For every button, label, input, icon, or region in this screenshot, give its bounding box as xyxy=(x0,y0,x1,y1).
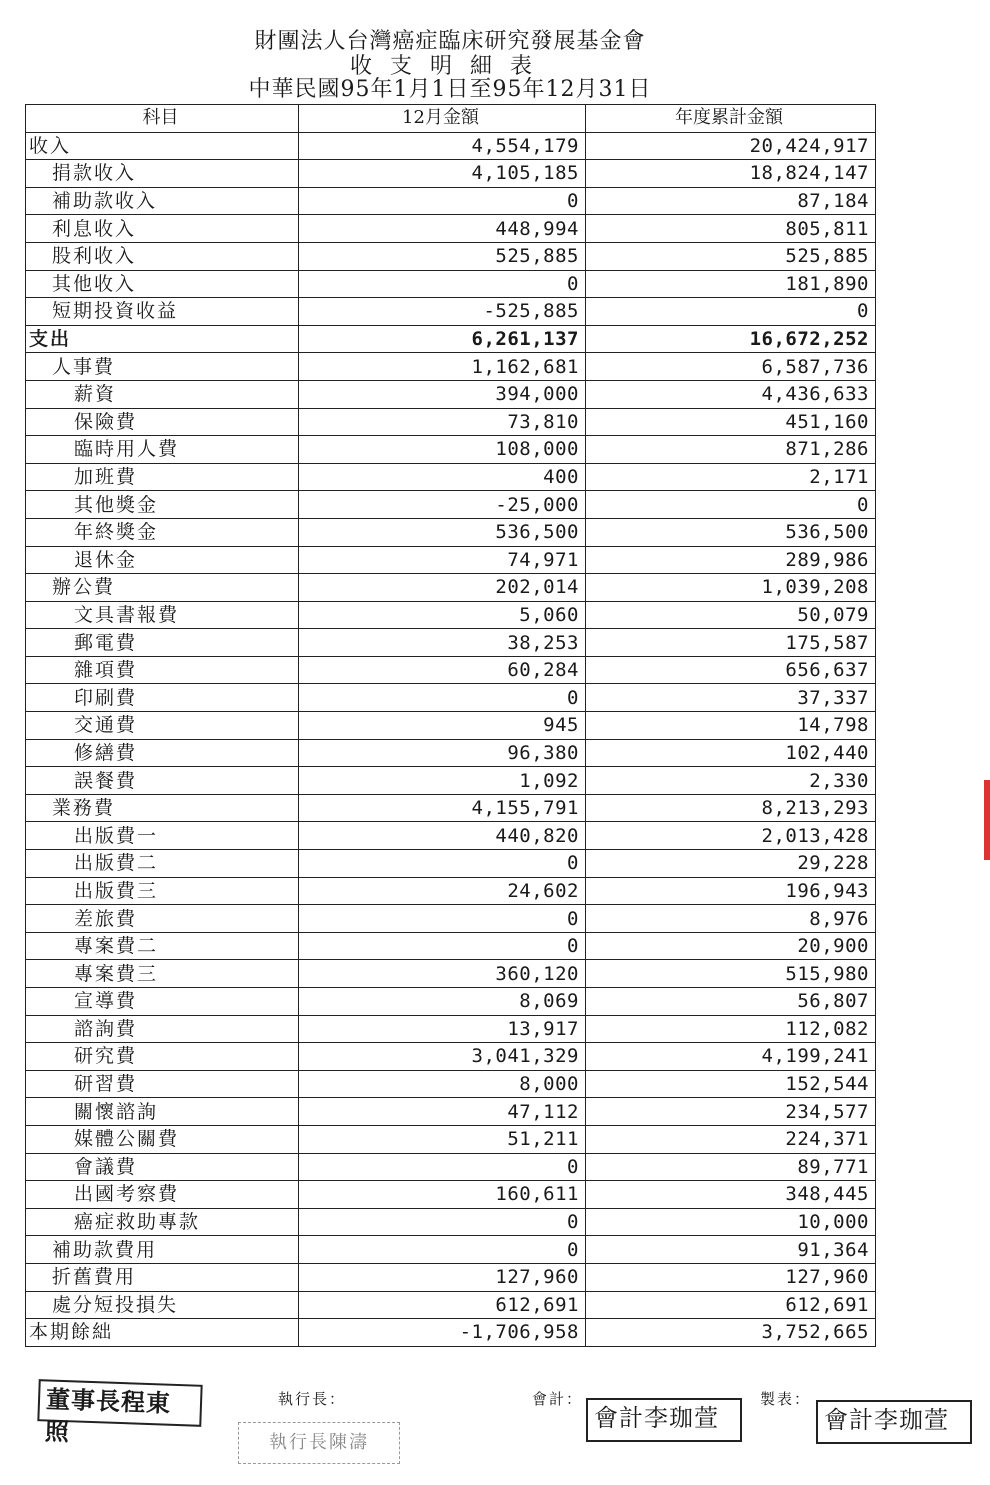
ytd-amount: 348,445 xyxy=(586,1181,876,1209)
december-amount: 0 xyxy=(299,187,586,215)
account-name: 人事費 xyxy=(26,353,299,381)
ytd-amount: 50,079 xyxy=(586,601,876,629)
table-row xyxy=(26,298,876,326)
account-name: 其他獎金 xyxy=(26,491,299,519)
table-row xyxy=(26,850,876,878)
account-name: 處分短投損失 xyxy=(26,1291,299,1319)
account-name: 利息收入 xyxy=(26,215,299,243)
account-name: 專案費二 xyxy=(26,932,299,960)
account-name: 退休金 xyxy=(26,546,299,574)
table-row xyxy=(26,629,876,657)
account-name: 加班費 xyxy=(26,463,299,491)
table-row xyxy=(26,546,876,574)
ytd-amount: 20,900 xyxy=(586,932,876,960)
table-row xyxy=(26,1153,876,1181)
table-body xyxy=(26,132,876,1346)
ytd-amount: 2,013,428 xyxy=(586,822,876,850)
table-row xyxy=(26,1098,876,1126)
ytd-amount: 127,960 xyxy=(586,1263,876,1291)
ytd-amount: 656,637 xyxy=(586,656,876,684)
december-amount: 400 xyxy=(299,463,586,491)
table-row xyxy=(26,325,876,353)
ytd-amount: 18,824,147 xyxy=(586,160,876,188)
table-row xyxy=(26,767,876,795)
column-header-account: 科目 xyxy=(26,105,299,133)
account-name: 會議費 xyxy=(26,1153,299,1181)
ytd-amount: 20,424,917 xyxy=(586,132,876,160)
december-amount: 945 xyxy=(299,712,586,740)
ytd-amount: 8,976 xyxy=(586,905,876,933)
column-header-december: 12月金額 xyxy=(299,105,586,133)
december-amount: 4,155,791 xyxy=(299,794,586,822)
ytd-amount: 612,691 xyxy=(586,1291,876,1319)
preparer-label: 製表： xyxy=(760,1390,812,1408)
account-name: 收入 xyxy=(26,132,299,160)
ytd-amount: 536,500 xyxy=(586,518,876,546)
ytd-amount: 56,807 xyxy=(586,988,876,1016)
ytd-amount: 89,771 xyxy=(586,1153,876,1181)
ytd-amount: 451,160 xyxy=(586,408,876,436)
december-amount: 1,092 xyxy=(299,767,586,795)
ytd-amount: 1,039,208 xyxy=(586,574,876,602)
table-row xyxy=(26,794,876,822)
account-name: 臨時用人費 xyxy=(26,436,299,464)
december-amount: 394,000 xyxy=(299,380,586,408)
account-name: 關懷諮詢 xyxy=(26,1098,299,1126)
table-row xyxy=(26,380,876,408)
account-name: 出版費三 xyxy=(26,877,299,905)
table-row xyxy=(26,574,876,602)
december-amount: 6,261,137 xyxy=(299,325,586,353)
accountant-stamp: 會計李珈萱 xyxy=(586,1398,742,1442)
december-amount: 448,994 xyxy=(299,215,586,243)
table-row xyxy=(26,518,876,546)
table-row xyxy=(26,242,876,270)
table-row xyxy=(26,1181,876,1209)
edge-mark xyxy=(984,780,990,860)
table-row xyxy=(26,932,876,960)
december-amount: 0 xyxy=(299,1153,586,1181)
table-row xyxy=(26,1236,876,1264)
december-amount: 202,014 xyxy=(299,574,586,602)
account-name: 其他收入 xyxy=(26,270,299,298)
table-row xyxy=(26,988,876,1016)
ytd-amount: 4,199,241 xyxy=(586,1043,876,1071)
account-name: 補助款收入 xyxy=(26,187,299,215)
december-amount: 0 xyxy=(299,905,586,933)
report-title: 收支明細表 xyxy=(349,54,550,79)
account-name: 諮詢費 xyxy=(26,1015,299,1043)
ytd-amount: 181,890 xyxy=(586,270,876,298)
table-row xyxy=(26,408,876,436)
table-row xyxy=(26,1015,876,1043)
account-name: 折舊費用 xyxy=(26,1263,299,1291)
table-row xyxy=(26,491,876,519)
december-amount: 73,810 xyxy=(299,408,586,436)
ytd-amount: 14,798 xyxy=(586,712,876,740)
table-row xyxy=(26,822,876,850)
account-name: 差旅費 xyxy=(26,905,299,933)
account-name: 補助款費用 xyxy=(26,1236,299,1264)
ytd-amount: 152,544 xyxy=(586,1070,876,1098)
table-row xyxy=(26,905,876,933)
december-amount: 440,820 xyxy=(299,822,586,850)
ytd-amount: 6,587,736 xyxy=(586,353,876,381)
table-row xyxy=(26,215,876,243)
ytd-amount: 87,184 xyxy=(586,187,876,215)
december-amount: 612,691 xyxy=(299,1291,586,1319)
table-row xyxy=(26,1319,876,1347)
december-amount: 5,060 xyxy=(299,601,586,629)
december-amount: 0 xyxy=(299,684,586,712)
income-expense-table xyxy=(25,104,876,1347)
december-amount: 127,960 xyxy=(299,1263,586,1291)
december-amount: 24,602 xyxy=(299,877,586,905)
account-name: 保險費 xyxy=(26,408,299,436)
account-name: 專案費三 xyxy=(26,960,299,988)
account-name: 郵電費 xyxy=(26,629,299,657)
account-name: 媒體公關費 xyxy=(26,1125,299,1153)
table-row xyxy=(26,132,876,160)
december-amount: -25,000 xyxy=(299,491,586,519)
account-name: 本期餘絀 xyxy=(26,1319,299,1347)
december-amount: 525,885 xyxy=(299,242,586,270)
account-name: 年終獎金 xyxy=(26,518,299,546)
december-amount: -1,706,958 xyxy=(299,1319,586,1347)
table-row xyxy=(26,712,876,740)
table-row xyxy=(26,601,876,629)
table-row xyxy=(26,1070,876,1098)
ytd-amount: 525,885 xyxy=(586,242,876,270)
ytd-amount: 16,672,252 xyxy=(586,325,876,353)
account-name: 文具書報費 xyxy=(26,601,299,629)
ytd-amount: 0 xyxy=(586,491,876,519)
table-row xyxy=(26,353,876,381)
account-name: 誤餐費 xyxy=(26,767,299,795)
ytd-amount: 8,213,293 xyxy=(586,794,876,822)
ytd-amount: 196,943 xyxy=(586,877,876,905)
ytd-amount: 515,980 xyxy=(586,960,876,988)
table-row xyxy=(26,1043,876,1071)
december-amount: 74,971 xyxy=(299,546,586,574)
december-amount: 8,069 xyxy=(299,988,586,1016)
account-name: 宣導費 xyxy=(26,988,299,1016)
december-amount: 13,917 xyxy=(299,1015,586,1043)
ytd-amount: 871,286 xyxy=(586,436,876,464)
december-amount: 0 xyxy=(299,932,586,960)
december-amount: 360,120 xyxy=(299,960,586,988)
table-row xyxy=(26,877,876,905)
ytd-amount: 0 xyxy=(586,298,876,326)
account-name: 交通費 xyxy=(26,712,299,740)
table-row xyxy=(26,160,876,188)
december-amount: 96,380 xyxy=(299,739,586,767)
preparer-stamp: 會計李珈萱 xyxy=(816,1400,972,1444)
account-name: 薪資 xyxy=(26,380,299,408)
december-amount: 4,554,179 xyxy=(299,132,586,160)
account-name: 支出 xyxy=(26,325,299,353)
december-amount: 0 xyxy=(299,1236,586,1264)
column-header-ytd: 年度累計金額 xyxy=(586,105,876,133)
december-amount: 60,284 xyxy=(299,656,586,684)
ytd-amount: 224,371 xyxy=(586,1125,876,1153)
account-name: 出版費一 xyxy=(26,822,299,850)
table-row xyxy=(26,684,876,712)
ytd-amount: 175,587 xyxy=(586,629,876,657)
table-row xyxy=(26,436,876,464)
exec-label: 執行長： xyxy=(278,1390,347,1408)
december-amount: 0 xyxy=(299,1208,586,1236)
december-amount: 4,105,185 xyxy=(299,160,586,188)
table-header-row xyxy=(26,105,876,133)
account-name: 雜項費 xyxy=(26,656,299,684)
table-row xyxy=(26,1263,876,1291)
ytd-amount: 234,577 xyxy=(586,1098,876,1126)
account-name: 研習費 xyxy=(26,1070,299,1098)
ytd-amount: 3,752,665 xyxy=(586,1319,876,1347)
december-amount: 0 xyxy=(299,270,586,298)
table-row xyxy=(26,960,876,988)
december-amount: 536,500 xyxy=(299,518,586,546)
ytd-amount: 112,082 xyxy=(586,1015,876,1043)
table-row xyxy=(26,1291,876,1319)
account-name: 修繕費 xyxy=(26,739,299,767)
ytd-amount: 91,364 xyxy=(586,1236,876,1264)
december-amount: 38,253 xyxy=(299,629,586,657)
table-row xyxy=(26,187,876,215)
chairman-stamp: 董事長程東照 xyxy=(37,1379,202,1427)
table-row xyxy=(26,656,876,684)
account-name: 短期投資收益 xyxy=(26,298,299,326)
ytd-amount: 289,986 xyxy=(586,546,876,574)
account-name: 出國考察費 xyxy=(26,1181,299,1209)
ytd-amount: 102,440 xyxy=(586,739,876,767)
account-name: 股利收入 xyxy=(26,242,299,270)
table-row xyxy=(26,739,876,767)
table-row xyxy=(26,1125,876,1153)
december-amount: 160,611 xyxy=(299,1181,586,1209)
december-amount: 0 xyxy=(299,850,586,878)
december-amount: 47,112 xyxy=(299,1098,586,1126)
ytd-amount: 37,337 xyxy=(586,684,876,712)
ytd-amount: 2,330 xyxy=(586,767,876,795)
table-row xyxy=(26,270,876,298)
december-amount: 3,041,329 xyxy=(299,1043,586,1071)
org-title: 財團法人台灣癌症臨床研究發展基金會 xyxy=(254,29,646,54)
ytd-amount: 4,436,633 xyxy=(586,380,876,408)
exec-seal-stamp: 執行長陳濤 xyxy=(238,1422,400,1464)
account-name: 癌症救助專款 xyxy=(26,1208,299,1236)
table-row xyxy=(26,1208,876,1236)
december-amount: 108,000 xyxy=(299,436,586,464)
report-period: 中華民國95年1月1日至95年12月31日 xyxy=(248,77,652,102)
ytd-amount: 2,171 xyxy=(586,463,876,491)
account-name: 捐款收入 xyxy=(26,160,299,188)
december-amount: 8,000 xyxy=(299,1070,586,1098)
december-amount: -525,885 xyxy=(299,298,586,326)
account-name: 研究費 xyxy=(26,1043,299,1071)
ytd-amount: 805,811 xyxy=(586,215,876,243)
account-name: 辦公費 xyxy=(26,574,299,602)
account-name: 出版費二 xyxy=(26,850,299,878)
december-amount: 51,211 xyxy=(299,1125,586,1153)
december-amount: 1,162,681 xyxy=(299,353,586,381)
table-row xyxy=(26,463,876,491)
ytd-amount: 29,228 xyxy=(586,850,876,878)
ytd-amount: 10,000 xyxy=(586,1208,876,1236)
accountant-label: 會計： xyxy=(532,1390,584,1408)
account-name: 印刷費 xyxy=(26,684,299,712)
account-name: 業務費 xyxy=(26,794,299,822)
